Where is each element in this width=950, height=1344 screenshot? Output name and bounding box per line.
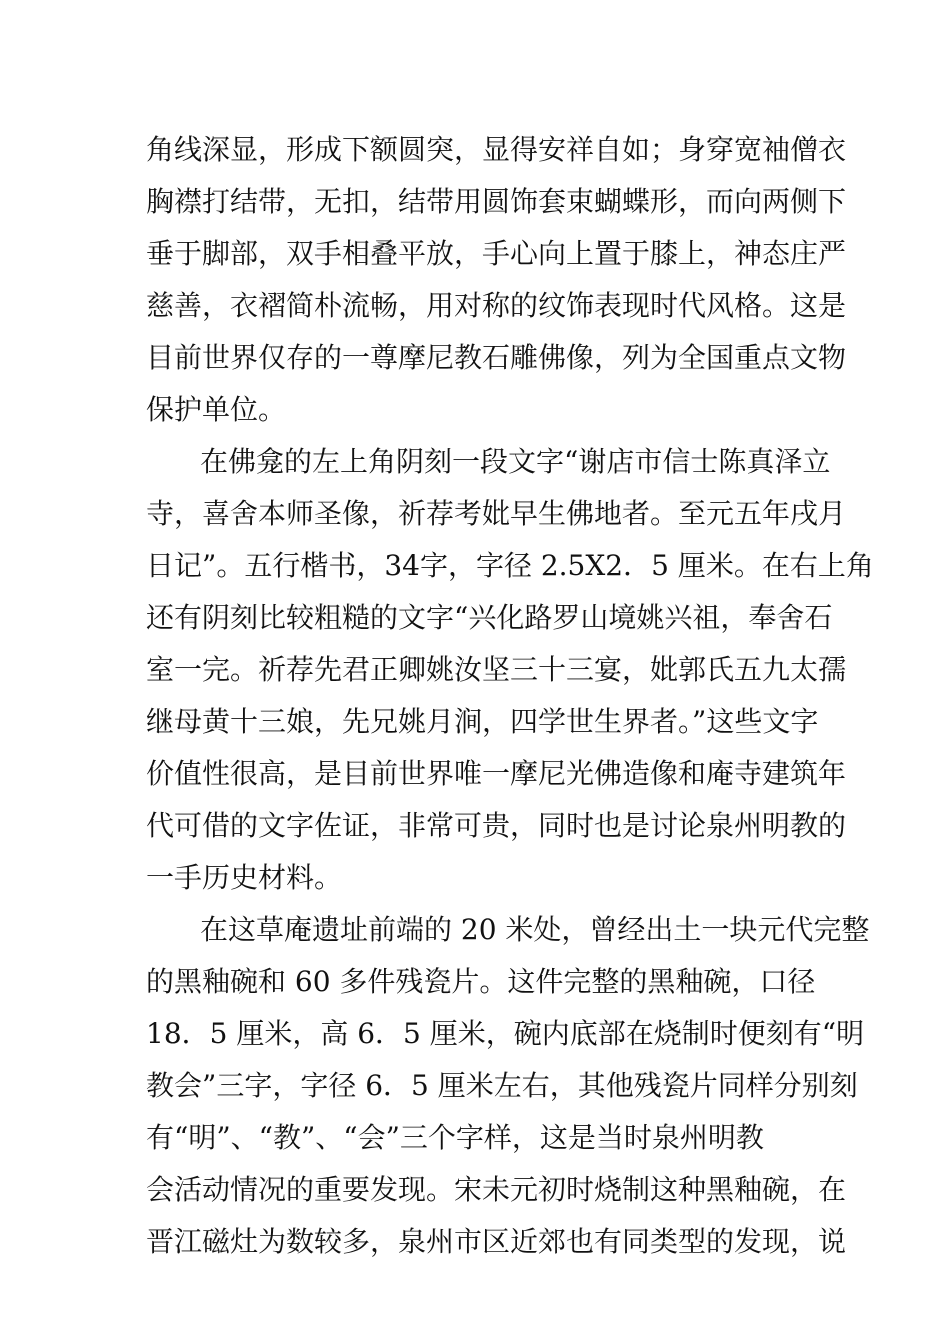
text-line: 胸襟打结带，无扣，结带用圆饰套束蝴蝶形，而向两侧下	[146, 185, 847, 218]
text-line: 有“明”、“教”、“会”三个字样，这是当时泉州明教	[146, 1121, 764, 1154]
text-line: 还有阴刻比较粗糙的文字“兴化路罗山境姚兴祖，奉舍石	[146, 601, 833, 634]
text-line: 垂于脚部，双手相叠平放，手心向上置于膝上，神态庄严	[146, 237, 847, 270]
text-line: 慈善，衣褶简朴流畅，用对称的纹饰表现时代风格。这是	[146, 289, 847, 322]
text-line: 保护单位。	[146, 393, 287, 426]
text-line: 价值性很高，是目前世界唯一摩尼光佛造像和庵寺建筑年	[146, 757, 847, 790]
text-line: 教会”三字，字径 6．5 厘米左右，其他残瓷片同样分别刻	[146, 1069, 858, 1102]
text-line: 日记”。五行楷书，34字，字径 2.5X2．5 厘米。在右上角	[146, 549, 874, 582]
paragraph-first-line: 在佛龛的左上角阴刻一段文字“谢店市信士陈真泽立	[200, 445, 831, 478]
paragraph-first-line: 在这草庵遗址前端的 20 米处，曾经出土一块元代完整	[200, 913, 870, 946]
text-line: 18．5 厘米，高 6．5 厘米，碗内底部在烧制时便刻有“明	[146, 1017, 865, 1050]
text-line: 目前世界仅存的一尊摩尼教石雕佛像，列为全国重点文物	[146, 341, 847, 374]
text-line: 的黑釉碗和 60 多件残瓷片。这件完整的黑釉碗，口径	[146, 965, 816, 998]
text-line: 会活动情况的重要发现。宋未元初时烧制这种黑釉碗，在	[146, 1173, 847, 1206]
text-line: 角线深显，形成下额圆突，显得安祥自如；身穿宽袖僧衣	[146, 133, 847, 166]
text-line: 寺，喜舍本师圣像，祈荐考妣早生佛地者。至元五年戌月	[146, 497, 847, 530]
text-line: 晋江磁灶为数较多，泉州市区近郊也有同类型的发现，说	[146, 1225, 847, 1258]
text-line: 代可借的文字佐证，非常可贵，同时也是讨论泉州明教的	[146, 809, 847, 842]
text-line: 继母黄十三娘，先兄姚月涧，四学世生界者。”这些文字	[146, 705, 819, 738]
text-line: 一手历史材料。	[146, 861, 343, 894]
text-line: 室一完。祈荐先君正卿姚汝坚三十三宴，妣郭氏五九太孺	[146, 653, 847, 686]
